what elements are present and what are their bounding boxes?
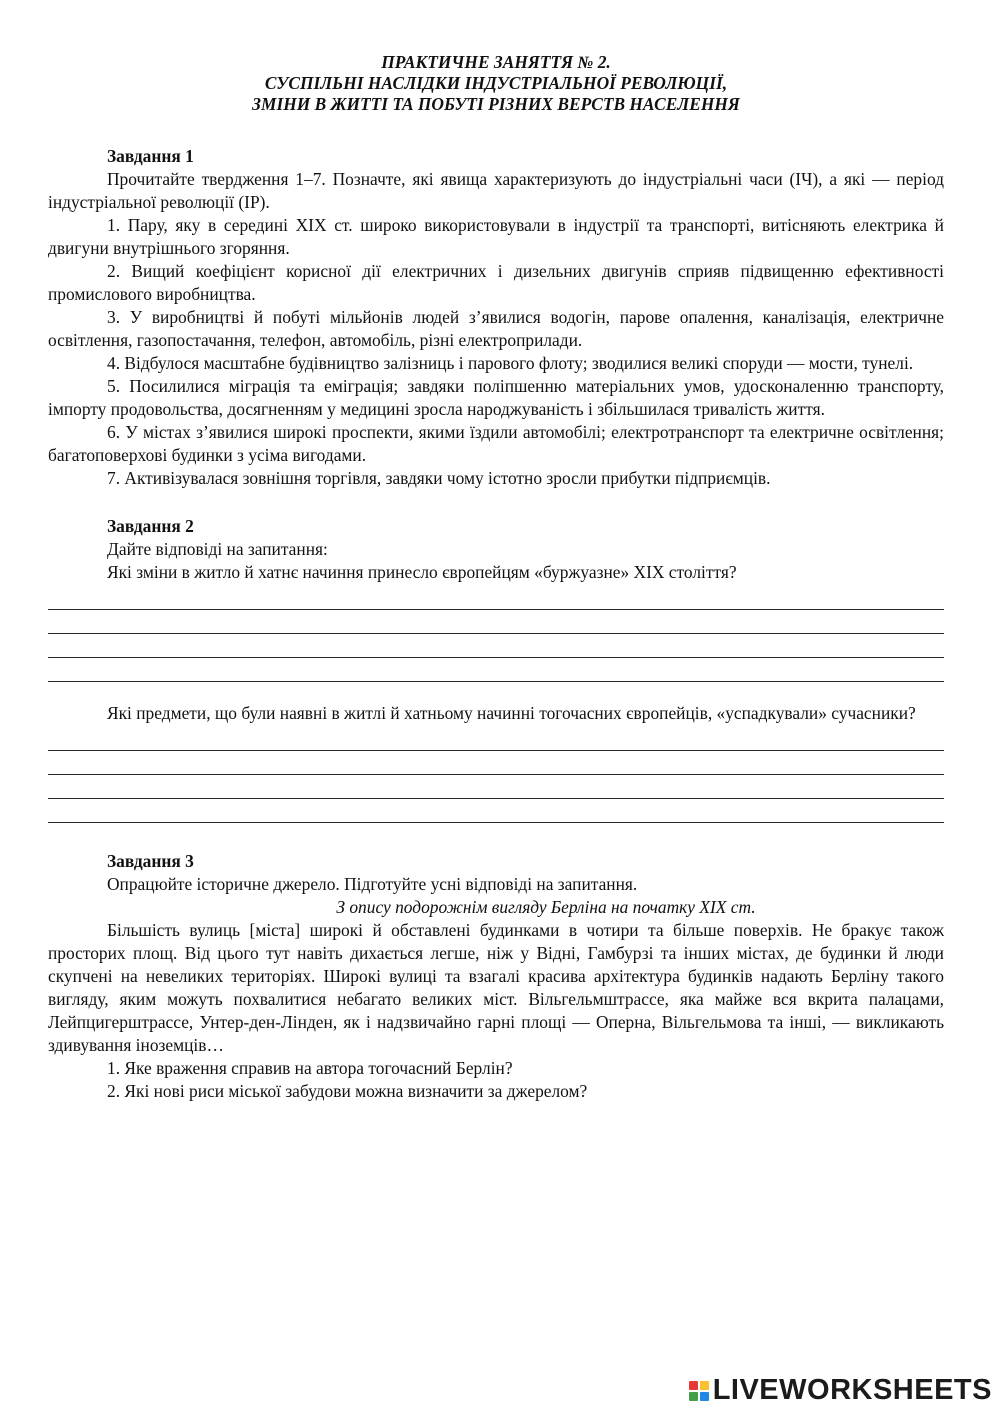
task3-heading: Завдання 3 <box>107 851 194 871</box>
answer-line[interactable] <box>48 658 944 682</box>
logo-square-blue <box>700 1392 709 1401</box>
task3-question-2: 2. Які нові риси міської забудови можна визначити за джерелом? <box>107 1081 588 1101</box>
answer-lines-2 <box>48 727 944 823</box>
task3-source-title: З опису подорожнім вигляду Берліна на початку XIX ст. <box>336 897 756 917</box>
logo-text: LIVEWORKSHEETS <box>712 1374 992 1406</box>
task1-item-4: 4. Відбулося масштабне будівництво залізниць і парового флоту; зводилися великі споруди — мости, тунелі. <box>107 353 914 373</box>
worksheet-page <box>48 52 944 1103</box>
title-line-3: ЗМІНИ В ЖИТТІ ТА ПОБУТІ РІЗНИХ ВЕРСТВ НАСЕЛЕННЯ <box>252 94 740 114</box>
task3-instruction: Опрацюйте історичне джерело. Підготуйте усні відповіді на запитання. <box>107 874 638 894</box>
answer-lines-1 <box>48 586 944 682</box>
task1-item-2: 2. Вищий коефіцієнт корисної дії електричних і дизельних двигунів сприяв підвищенню ефективності промислового виробництва. <box>48 261 944 304</box>
task2-question-2: Які предмети, що були наявні в житлі й хатньому начинні тогочасних європейців, «успадкували» сучасники? <box>107 703 916 723</box>
task2-heading: Завдання 2 <box>107 516 194 536</box>
logo-squares-icon <box>689 1381 709 1401</box>
title-line-2: СУСПІЛЬНІ НАСЛІДКИ ІНДУСТРІАЛЬНОЇ РЕВОЛЮЦІЇ, <box>264 73 728 93</box>
answer-line[interactable] <box>48 751 944 775</box>
answer-line[interactable] <box>48 610 944 634</box>
task3-question-1: 1. Яке враження справив на автора тогочасний Берлін? <box>107 1058 513 1078</box>
task1-item-5: 5. Посилилися міграція та еміграція; завдяки поліпшенню матеріальних умов, удосконаленню транспорту, імпорту продовольства, досягненням у медицині зросла народжуваність і збільшилася тривалість життя. <box>48 376 944 419</box>
task1-intro: Прочитайте твердження 1–7. Позначте, які явища характеризують до індустріальні часи (ІЧ), а які — період індустріальної революції (ІР). <box>48 169 944 212</box>
logo-square-red <box>689 1381 698 1390</box>
task1-item-6: 6. У містах з’явилися широкі проспекти, якими їздили автомобілі; електротранспорт та електричне освітлення; багатоповерхові будинки з усіма вигодами. <box>48 422 944 465</box>
task1-item-1: 1. Пару, яку в середині XIX ст. широко використовували в індустрії та транспорті, витісняють електрика й двигуни внутрішнього згоряння. <box>48 215 944 258</box>
liveworksheets-logo[interactable] <box>689 1374 992 1407</box>
task1-item-3: 3. У виробництві й побуті мільйонів людей з’явилися водогін, парове опалення, каналізація, електричне освітлення, газопостачання, телефон, автомобіль, різні електроприлади. <box>48 307 944 350</box>
logo-square-green <box>689 1392 698 1401</box>
task1-item-7: 7. Активізувалася зовнішня торгівля, завдяки чому істотно зросли прибутки підприємців. <box>107 468 771 488</box>
answer-line[interactable] <box>48 775 944 799</box>
answer-line[interactable] <box>48 634 944 658</box>
logo-square-yellow <box>700 1381 709 1390</box>
task2-instruction: Дайте відповіді на запитання: <box>107 539 328 559</box>
answer-line[interactable] <box>48 799 944 823</box>
task3-source-text: Більшість вулиць [міста] широкі й обставлені будинками в чотири та більше поверхів. Не бракує також просторих площ. Від цього тут навіть дихається легше, ніж у Відні, Гамбурзі та інших містах, де будинки й люди скупчені на невеликих територіях. Широкі вулиці та взагалі красива архітектура будинків надають Берліну такого вигляду, яким можуть похвалитися небагато великих міст. Вільгельмштрассе, яка майже вся вкрита палацами, Лейпцигерштрассе, Унтер-ден-Лінден, як і надзвичайно гарні площі — Оперна, Вільгельмова та інші, — викликають здивування іноземців… <box>48 920 944 1055</box>
task2-question-1: Які зміни в житло й хатнє начиння принесло європейцям «буржуазне» XIX століття? <box>107 562 737 582</box>
answer-line[interactable] <box>48 586 944 610</box>
task1-heading: Завдання 1 <box>107 146 194 166</box>
answer-line[interactable] <box>48 727 944 751</box>
title-line-1: ПРАКТИЧНЕ ЗАНЯТТЯ № 2. <box>381 52 611 72</box>
